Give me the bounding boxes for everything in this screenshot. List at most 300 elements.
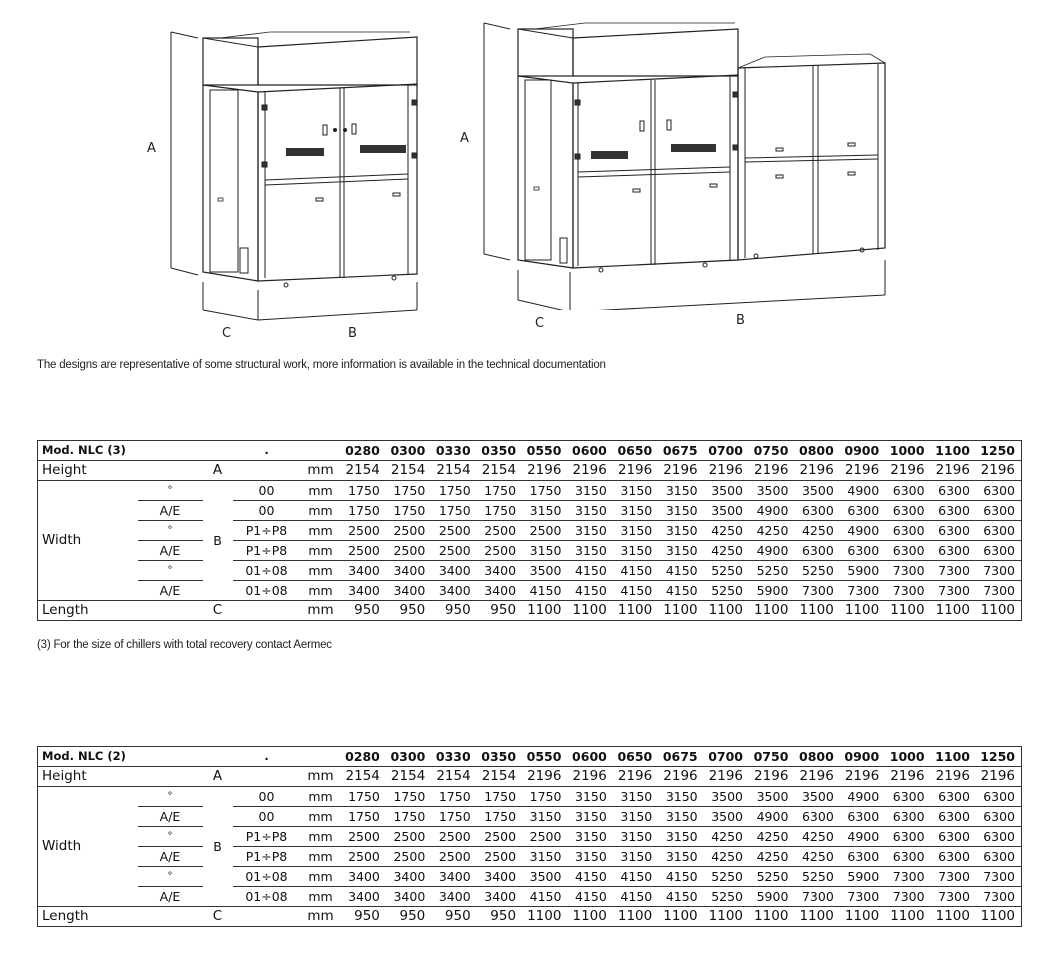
value-cell: 4250 <box>794 827 839 847</box>
width-variant: P1÷P8 <box>233 521 301 541</box>
dimension-symbol: B <box>213 533 222 548</box>
model-header: 0300 <box>386 747 431 767</box>
row-label: Width <box>42 838 82 854</box>
dimension-symbol: A <box>203 767 233 787</box>
value-cell: 3150 <box>658 541 703 561</box>
dimension-line-b <box>258 310 417 320</box>
value-cell: 3150 <box>658 521 703 541</box>
value-cell: 6300 <box>840 807 885 827</box>
value-cell: 3150 <box>567 481 612 501</box>
unit: mm <box>301 847 341 867</box>
value-cell: 2196 <box>567 767 612 787</box>
value-cell: 2500 <box>386 521 431 541</box>
model-header: 1000 <box>885 747 930 767</box>
value-cell: 6300 <box>976 807 1022 827</box>
value-cell: 2196 <box>658 767 703 787</box>
model-header: 1100 <box>931 747 976 767</box>
value-cell: 1100 <box>794 907 839 927</box>
value-cell: 6300 <box>794 501 839 521</box>
model-header: 0750 <box>749 747 794 767</box>
header-dot: . <box>233 441 301 461</box>
value-cell: 2154 <box>431 461 476 481</box>
value-cell: 3400 <box>341 561 386 581</box>
value-cell: 4150 <box>620 889 653 904</box>
value-cell: 3150 <box>658 787 703 807</box>
value-cell: 7300 <box>931 561 976 581</box>
value-cell: 3500 <box>704 481 749 501</box>
value-cell: 3150 <box>567 847 612 867</box>
model-header: 0650 <box>613 747 658 767</box>
value-cell: 2500 <box>341 521 386 541</box>
value-cell: 3150 <box>522 501 567 521</box>
model-header: 0550 <box>522 441 567 461</box>
value-cell: 1100 <box>840 907 885 927</box>
value-cell: 6300 <box>976 847 1022 867</box>
value-cell: 2500 <box>386 827 431 847</box>
value-cell: 2196 <box>931 461 976 481</box>
value-cell: 6300 <box>885 501 930 521</box>
row-label: Length <box>38 601 138 621</box>
dimension-label-c: C <box>535 316 545 331</box>
unit: mm <box>301 767 341 787</box>
value-cell: 6300 <box>931 787 976 807</box>
model-header: 0350 <box>477 747 522 767</box>
value-cell: 950 <box>477 907 522 927</box>
value-cell: 2500 <box>477 521 522 541</box>
value-cell: 4150 <box>567 867 612 887</box>
value-cell: 7300 <box>976 867 1022 887</box>
value-cell: 3400 <box>431 561 476 581</box>
value-cell: 1750 <box>477 501 522 521</box>
value-cell: 1750 <box>386 787 431 807</box>
model-header: 0700 <box>704 747 749 767</box>
value-cell: 1100 <box>704 907 749 927</box>
value-cell: 5250 <box>704 561 749 581</box>
width-subtype: ° <box>138 827 203 847</box>
unit: mm <box>308 583 333 598</box>
value-cell: 6300 <box>931 807 976 827</box>
width-subtype: ° <box>138 521 203 541</box>
value-cell: 2196 <box>794 461 839 481</box>
value-cell: 1750 <box>341 787 386 807</box>
model-header: 0650 <box>613 441 658 461</box>
value-cell: 1100 <box>658 907 703 927</box>
value-cell: 4150 <box>665 583 698 598</box>
value-cell: 3150 <box>567 501 612 521</box>
dimension-label-b: B <box>736 313 745 328</box>
dimension-line-c <box>518 300 570 310</box>
value-cell: 7300 <box>847 583 880 598</box>
value-cell: 3400 <box>393 583 426 598</box>
value-cell: 1100 <box>613 601 658 621</box>
value-cell: 3150 <box>658 501 703 521</box>
value-cell: 2196 <box>976 767 1022 787</box>
value-cell: 3150 <box>613 501 658 521</box>
value-cell: 2196 <box>704 461 749 481</box>
value-cell: 3500 <box>794 787 839 807</box>
value-cell: 3150 <box>658 807 703 827</box>
value-cell: 2500 <box>386 541 431 561</box>
value-cell: 5250 <box>704 867 749 887</box>
value-cell: 4150 <box>613 561 658 581</box>
model-header: 0280 <box>341 747 386 767</box>
value-cell: 5900 <box>840 561 885 581</box>
model-header: 0675 <box>658 747 703 767</box>
value-cell: 1750 <box>477 807 522 827</box>
value-cell: 3400 <box>386 561 431 581</box>
model-header: 0900 <box>840 441 885 461</box>
dimension-label-c: C <box>222 326 232 341</box>
table-row-height <box>38 461 1022 481</box>
dimension-symbol: C <box>203 907 233 927</box>
value-cell: 7300 <box>801 889 834 904</box>
value-cell: 6300 <box>931 827 976 847</box>
value-cell: 6300 <box>976 787 1022 807</box>
value-cell: 2500 <box>341 847 386 867</box>
value-cell: 2154 <box>341 767 386 787</box>
value-cell: 3400 <box>431 867 476 887</box>
value-cell: 3400 <box>348 889 380 904</box>
value-cell: 4250 <box>749 521 794 541</box>
model-header: 1100 <box>931 441 976 461</box>
model-header: 0600 <box>567 747 612 767</box>
value-cell: 3150 <box>658 827 703 847</box>
value-cell: 3150 <box>613 807 658 827</box>
value-cell: 2500 <box>431 521 476 541</box>
value-cell: 950 <box>477 601 522 621</box>
width-variant: 00 <box>233 807 301 827</box>
model-header: 0330 <box>431 441 476 461</box>
value-cell: 4900 <box>840 827 885 847</box>
table-row-width <box>38 807 1022 827</box>
model-header: 0700 <box>704 441 749 461</box>
table-row-width <box>38 521 1022 541</box>
value-cell: 3400 <box>477 561 522 581</box>
value-cell: 2196 <box>613 461 658 481</box>
table-row-width <box>38 887 1022 907</box>
value-cell: 1100 <box>704 601 749 621</box>
value-cell: 2500 <box>431 541 476 561</box>
row-label: Height <box>38 461 138 481</box>
value-cell: 3500 <box>704 501 749 521</box>
value-cell: 6300 <box>794 807 839 827</box>
value-cell: 1100 <box>613 907 658 927</box>
row-label: Height <box>38 767 138 787</box>
value-cell: 4900 <box>840 521 885 541</box>
value-cell: 2196 <box>840 767 885 787</box>
value-cell: 2154 <box>477 767 522 787</box>
model-header: 0550 <box>522 747 567 767</box>
value-cell: 6300 <box>976 521 1022 541</box>
table-row-height <box>38 767 1022 787</box>
value-cell: 2154 <box>386 461 431 481</box>
value-cell: 1750 <box>386 501 431 521</box>
value-cell: 950 <box>431 601 476 621</box>
width-variant: 01÷08 <box>245 583 288 598</box>
value-cell: 2500 <box>477 847 522 867</box>
value-cell: 3150 <box>567 541 612 561</box>
value-cell: 3400 <box>477 867 522 887</box>
width-subtype: A/E <box>138 501 203 521</box>
value-cell: 4150 <box>658 867 703 887</box>
value-cell: 2500 <box>431 847 476 867</box>
dimension-symbol: B <box>213 839 222 854</box>
value-cell: 3500 <box>794 481 839 501</box>
value-cell: 4900 <box>840 481 885 501</box>
model-header: 1000 <box>885 441 930 461</box>
value-cell: 1100 <box>749 907 794 927</box>
value-cell: 1100 <box>840 601 885 621</box>
value-cell: 3400 <box>438 889 471 904</box>
width-variant: 01÷08 <box>245 889 288 904</box>
value-cell: 1100 <box>522 907 567 927</box>
value-cell: 3150 <box>522 847 567 867</box>
value-cell: 3150 <box>613 827 658 847</box>
width-variant: 00 <box>233 481 301 501</box>
value-cell: 3400 <box>438 583 471 598</box>
model-header: 0750 <box>749 441 794 461</box>
value-cell: 1750 <box>341 807 386 827</box>
dimension-symbol: A <box>203 461 233 481</box>
unit: mm <box>301 601 341 621</box>
dimension-symbol: C <box>203 601 233 621</box>
model-header: 0600 <box>567 441 612 461</box>
width-variant: 00 <box>233 787 301 807</box>
unit: mm <box>301 481 341 501</box>
value-cell: 4150 <box>529 889 562 904</box>
table-row-width <box>38 847 1022 867</box>
value-cell: 6300 <box>885 521 930 541</box>
value-cell: 2500 <box>522 521 567 541</box>
value-cell: 3400 <box>393 889 426 904</box>
value-cell: 2196 <box>885 767 930 787</box>
value-cell: 3400 <box>484 583 517 598</box>
blank-cell <box>138 767 203 787</box>
width-subtype: A/E <box>138 807 203 827</box>
value-cell: 4150 <box>567 561 612 581</box>
value-cell: 3500 <box>522 867 567 887</box>
value-cell: 5900 <box>756 583 789 598</box>
header-dot: . <box>233 747 301 767</box>
value-cell: 5250 <box>749 867 794 887</box>
value-cell: 6300 <box>976 481 1022 501</box>
table-row-width <box>38 561 1022 581</box>
width-subtype: ° <box>138 787 203 807</box>
value-cell: 1750 <box>431 501 476 521</box>
value-cell: 3400 <box>386 867 431 887</box>
value-cell: 7300 <box>801 583 834 598</box>
table-row-length <box>38 601 1022 621</box>
value-cell: 4150 <box>620 583 653 598</box>
value-cell: 4150 <box>665 889 698 904</box>
value-cell: 7300 <box>938 889 970 904</box>
unit: mm <box>301 867 341 887</box>
blank-cell <box>233 461 301 481</box>
dimension-label-a: A <box>460 131 469 146</box>
value-cell: 6300 <box>931 481 976 501</box>
value-cell: 950 <box>341 601 386 621</box>
value-cell: 6300 <box>931 501 976 521</box>
dimensions-table-nlc-3 <box>37 440 1022 621</box>
value-cell: 3150 <box>567 521 612 541</box>
value-cell: 4150 <box>613 867 658 887</box>
model-header: 0330 <box>431 747 476 767</box>
value-cell: 1750 <box>341 481 386 501</box>
value-cell: 5900 <box>756 889 789 904</box>
value-cell: 4250 <box>704 827 749 847</box>
width-subtype: A/E <box>138 541 203 561</box>
unit: mm <box>301 807 341 827</box>
blank-cell <box>138 601 203 621</box>
blank-cell <box>138 461 203 481</box>
blank-cell <box>233 767 301 787</box>
unit: mm <box>301 521 341 541</box>
model-header: 0280 <box>341 441 386 461</box>
value-cell: 6300 <box>885 541 930 561</box>
value-cell: 1750 <box>477 481 522 501</box>
value-cell: 950 <box>431 907 476 927</box>
value-cell: 6300 <box>976 541 1022 561</box>
unit: mm <box>301 787 341 807</box>
blank-cell <box>233 907 301 927</box>
width-variant: 00 <box>233 501 301 521</box>
unit: mm <box>301 461 341 481</box>
value-cell: 2154 <box>386 767 431 787</box>
row-label: Length <box>38 907 138 927</box>
value-cell: 2154 <box>341 461 386 481</box>
value-cell: 7300 <box>931 867 976 887</box>
width-subtype: ° <box>138 867 203 887</box>
value-cell: 6300 <box>885 827 930 847</box>
table-header-row <box>38 441 1022 461</box>
width-variant: P1÷P8 <box>233 827 301 847</box>
dimension-label-a: A <box>147 141 156 156</box>
unit: mm <box>301 501 341 521</box>
value-cell: 4250 <box>794 847 839 867</box>
value-cell: 3150 <box>567 787 612 807</box>
value-cell: 4250 <box>749 847 794 867</box>
footnote: (3) For the size of chillers with total recovery contact Aermec <box>37 639 332 651</box>
value-cell: 7300 <box>885 867 930 887</box>
value-cell: 6300 <box>931 521 976 541</box>
unit: mm <box>301 827 341 847</box>
value-cell: 7300 <box>892 583 925 598</box>
blank-cell <box>233 601 301 621</box>
value-cell: 5250 <box>794 867 839 887</box>
table-title: Mod. NLC (3) <box>38 441 233 461</box>
value-cell: 2196 <box>749 767 794 787</box>
value-cell: 7300 <box>892 889 925 904</box>
value-cell: 1750 <box>522 787 567 807</box>
value-cell: 3150 <box>613 541 658 561</box>
value-cell: 2196 <box>976 461 1022 481</box>
value-cell: 1750 <box>431 481 476 501</box>
table-row-length <box>38 907 1022 927</box>
value-cell: 4900 <box>840 787 885 807</box>
header-blank <box>301 441 341 461</box>
value-cell: 2196 <box>794 767 839 787</box>
value-cell: 6300 <box>840 501 885 521</box>
value-cell: 3150 <box>613 481 658 501</box>
table-row-width <box>38 867 1022 887</box>
value-cell: 3150 <box>613 787 658 807</box>
value-cell: 3500 <box>704 787 749 807</box>
value-cell: 4250 <box>704 847 749 867</box>
model-header: 0900 <box>840 747 885 767</box>
unit: mm <box>301 907 341 927</box>
model-header: 1250 <box>976 441 1022 461</box>
value-cell: 4150 <box>575 583 607 598</box>
value-cell: 2196 <box>704 767 749 787</box>
value-cell: 1100 <box>931 907 976 927</box>
value-cell: 3400 <box>484 889 517 904</box>
value-cell: 1100 <box>931 601 976 621</box>
unit-drawing-large <box>475 20 895 310</box>
value-cell: 4250 <box>749 827 794 847</box>
model-header: 0300 <box>386 441 431 461</box>
value-cell: 2154 <box>477 461 522 481</box>
value-cell: 950 <box>386 907 431 927</box>
value-cell: 1750 <box>431 807 476 827</box>
value-cell: 6300 <box>885 847 930 867</box>
width-subtype: A/E <box>159 889 181 904</box>
value-cell: 7300 <box>983 583 1015 598</box>
value-cell: 5250 <box>749 561 794 581</box>
width-variant: 01÷08 <box>233 561 301 581</box>
dimensions-table-nlc-2 <box>37 746 1022 927</box>
value-cell: 1100 <box>567 601 612 621</box>
width-subtype: A/E <box>159 583 181 598</box>
value-cell: 6300 <box>885 807 930 827</box>
value-cell: 4900 <box>749 807 794 827</box>
model-header: 0350 <box>477 441 522 461</box>
width-variant: 01÷08 <box>233 867 301 887</box>
unit-drawing-small <box>160 20 440 330</box>
value-cell: 7300 <box>885 561 930 581</box>
value-cell: 1100 <box>976 601 1022 621</box>
value-cell: 6300 <box>931 847 976 867</box>
value-cell: 2500 <box>477 541 522 561</box>
table-header-row <box>38 747 1022 767</box>
value-cell: 6300 <box>885 787 930 807</box>
value-cell: 3400 <box>348 583 380 598</box>
value-cell: 1100 <box>885 907 930 927</box>
value-cell: 950 <box>341 907 386 927</box>
value-cell: 2196 <box>749 461 794 481</box>
value-cell: 4150 <box>575 889 607 904</box>
value-cell: 1100 <box>522 601 567 621</box>
value-cell: 4900 <box>749 501 794 521</box>
value-cell: 2196 <box>522 461 567 481</box>
value-cell: 1750 <box>431 787 476 807</box>
table-row-width <box>38 581 1022 601</box>
value-cell: 4250 <box>704 541 749 561</box>
table-row-width <box>38 541 1022 561</box>
model-header: 0675 <box>658 441 703 461</box>
value-cell: 3150 <box>567 827 612 847</box>
value-cell: 1750 <box>386 481 431 501</box>
unit: mm <box>301 561 341 581</box>
value-cell: 1100 <box>885 601 930 621</box>
value-cell: 3150 <box>613 847 658 867</box>
table-row-width <box>38 827 1022 847</box>
value-cell: 4150 <box>658 561 703 581</box>
width-variant: P1÷P8 <box>233 847 301 867</box>
value-cell: 3400 <box>341 867 386 887</box>
value-cell: 2196 <box>567 461 612 481</box>
dimension-line-b <box>570 295 885 310</box>
value-cell: 1100 <box>658 601 703 621</box>
